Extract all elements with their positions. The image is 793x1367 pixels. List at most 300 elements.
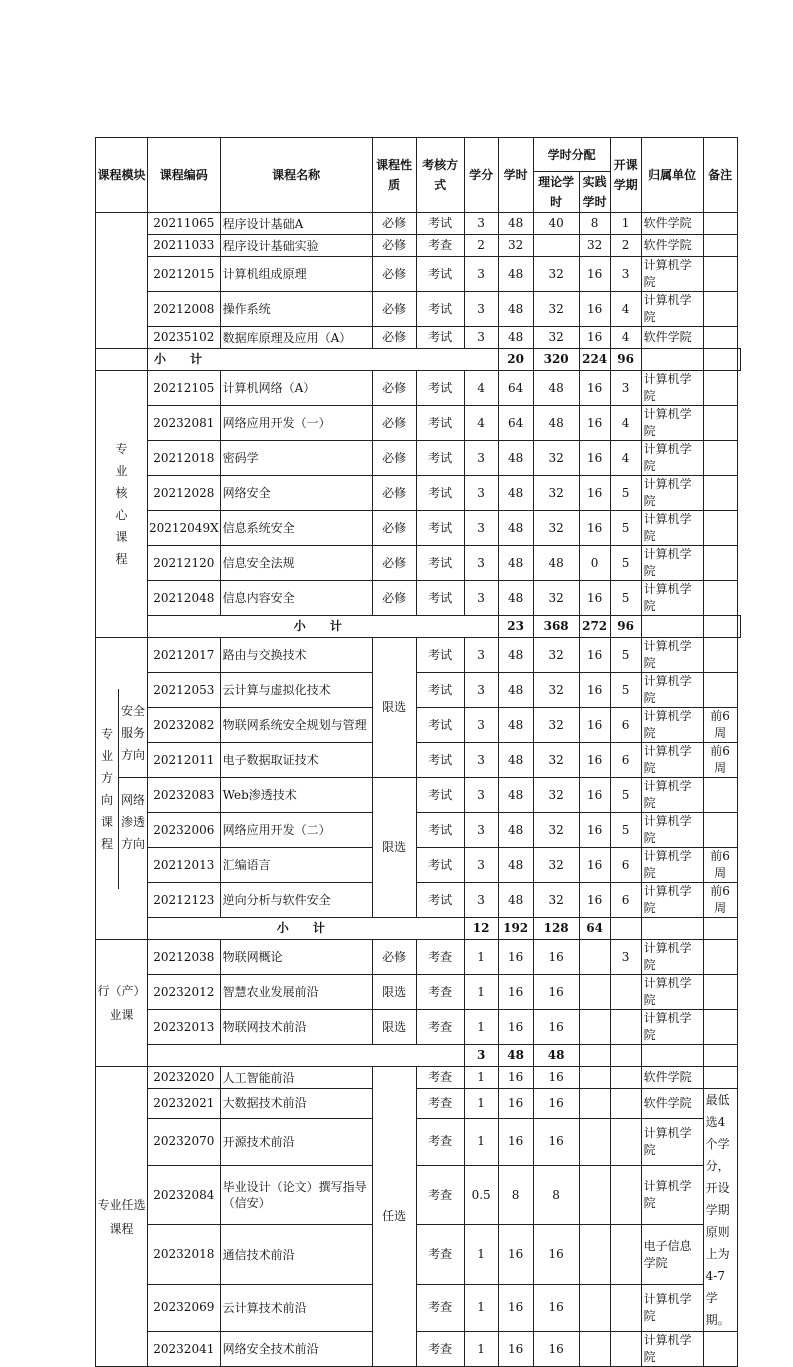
course-credit: 2 [464, 235, 498, 257]
course-practice-hours: 16 [579, 848, 610, 883]
course-nature: 必修 [372, 546, 416, 581]
course-unit: 计算机学院 [641, 1010, 703, 1045]
module-cell-blank [96, 213, 148, 349]
course-unit: 计算机学院 [641, 406, 703, 441]
course-exam: 考查 [416, 235, 464, 257]
course-credit: 1 [464, 1067, 498, 1089]
course-name: 数据库原理及应用（A） [220, 327, 372, 349]
module-core [96, 371, 148, 638]
table-row [96, 813, 741, 848]
table-row [96, 1010, 741, 1045]
module-core-text: 专业核心课程 [115, 442, 128, 566]
course-practice-hours: 16 [579, 292, 610, 327]
table-row [96, 1225, 741, 1284]
header-theory: 理论学时 [533, 172, 579, 213]
course-hours: 32 [498, 235, 533, 257]
course-code: 20232020 [148, 1067, 221, 1089]
course-hours: 48 [498, 778, 533, 813]
course-exam: 考试 [416, 743, 464, 778]
module-direction [96, 638, 148, 940]
table-row [96, 1067, 741, 1089]
course-credit: 1 [464, 940, 498, 975]
subtotal-credit: 23 [498, 616, 533, 638]
course-note [703, 371, 737, 406]
course-code: 20212038 [148, 940, 221, 975]
nature-restricted-1: 限选 [372, 638, 416, 778]
course-nature: 必修 [372, 371, 416, 406]
course-theory-hours: 8 [533, 1165, 579, 1224]
course-credit: 1 [464, 1010, 498, 1045]
course-theory-hours: 40 [533, 213, 579, 235]
course-code: 20212048 [148, 581, 221, 616]
course-credit: 0.5 [464, 1165, 498, 1224]
course-nature: 必修 [372, 327, 416, 349]
course-exam: 考查 [416, 1010, 464, 1045]
course-unit: 计算机学院 [641, 1118, 703, 1165]
empty-cell [641, 1045, 703, 1067]
course-practice-hours: 16 [579, 327, 610, 349]
table-row [96, 918, 741, 940]
course-exam: 考试 [416, 511, 464, 546]
course-name: 网络应用开发（一） [220, 406, 372, 441]
table-row [96, 1118, 741, 1165]
course-theory-hours [533, 235, 579, 257]
course-theory-hours: 16 [533, 1225, 579, 1284]
course-term: 6 [610, 743, 641, 778]
subtotal-label: 小 计 [148, 349, 499, 371]
course-hours: 48 [498, 638, 533, 673]
course-exam: 考试 [416, 406, 464, 441]
course-exam: 考查 [416, 1165, 464, 1224]
course-theory-hours: 16 [533, 1332, 579, 1367]
course-unit: 软件学院 [641, 1089, 703, 1119]
course-exam: 考试 [416, 327, 464, 349]
course-code: 20232018 [148, 1225, 221, 1284]
course-theory-hours: 16 [533, 975, 579, 1010]
course-credit: 3 [464, 883, 498, 918]
course-code: 20212008 [148, 292, 221, 327]
course-unit: 软件学院 [641, 1067, 703, 1089]
course-unit: 软件学院 [641, 213, 703, 235]
course-nature: 必修 [372, 292, 416, 327]
course-nature: 必修 [372, 581, 416, 616]
course-unit: 计算机学院 [641, 813, 703, 848]
table-row [96, 1045, 741, 1067]
course-note [703, 546, 737, 581]
course-unit: 计算机学院 [641, 371, 703, 406]
course-note [703, 235, 737, 257]
course-code: 20232069 [148, 1284, 221, 1331]
course-name: 信息安全法规 [220, 546, 372, 581]
course-unit: 计算机学院 [641, 743, 703, 778]
course-term [610, 1118, 641, 1165]
course-term: 5 [610, 638, 641, 673]
empty-cell [737, 349, 740, 371]
course-name: 计算机组成原理 [220, 257, 372, 292]
empty-cell [703, 349, 737, 371]
course-note [703, 406, 737, 441]
course-hours: 16 [498, 940, 533, 975]
course-practice-hours: 16 [579, 813, 610, 848]
course-nature: 必修 [372, 257, 416, 292]
course-exam: 考试 [416, 848, 464, 883]
course-practice-hours: 16 [579, 778, 610, 813]
course-practice-hours: 16 [579, 406, 610, 441]
course-unit: 计算机学院 [641, 1332, 703, 1367]
course-exam: 考查 [416, 975, 464, 1010]
course-hours: 48 [498, 883, 533, 918]
course-practice-hours: 0 [579, 546, 610, 581]
course-code: 20232012 [148, 975, 221, 1010]
course-unit: 计算机学院 [641, 441, 703, 476]
course-code: 20212028 [148, 476, 221, 511]
course-hours: 16 [498, 975, 533, 1010]
course-credit: 3 [464, 673, 498, 708]
empty-cell [641, 918, 703, 940]
course-credit: 3 [464, 292, 498, 327]
header-code: 课程编码 [148, 138, 221, 213]
course-unit: 软件学院 [641, 327, 703, 349]
course-exam: 考试 [416, 292, 464, 327]
table-row [96, 883, 741, 918]
course-term [610, 1089, 641, 1119]
course-nature: 限选 [372, 1010, 416, 1045]
course-unit: 计算机学院 [641, 673, 703, 708]
table-row [96, 1089, 741, 1119]
table-row [96, 778, 741, 813]
course-theory-hours: 48 [533, 406, 579, 441]
course-exam: 考试 [416, 546, 464, 581]
course-term [610, 1067, 641, 1089]
course-practice-hours [579, 975, 610, 1010]
course-unit: 计算机学院 [641, 708, 703, 743]
course-code: 20232041 [148, 1332, 221, 1367]
course-practice-hours: 16 [579, 441, 610, 476]
elective-note: 最低选4个学分，开设学期原则上为4-7学期。 [703, 1089, 737, 1332]
course-term: 5 [610, 581, 641, 616]
course-exam: 考试 [416, 813, 464, 848]
course-nature: 必修 [372, 213, 416, 235]
header-name: 课程名称 [220, 138, 372, 213]
course-hours: 48 [498, 546, 533, 581]
subtotal-hours: 368 [533, 616, 579, 638]
course-credit: 3 [464, 257, 498, 292]
course-name: 物联网技术前沿 [220, 1010, 372, 1045]
course-practice-hours: 16 [579, 708, 610, 743]
course-practice-hours: 16 [579, 743, 610, 778]
header-credit: 学分 [464, 138, 498, 213]
table-row [96, 292, 741, 327]
course-theory-hours: 16 [533, 1010, 579, 1045]
course-theory-hours: 32 [533, 441, 579, 476]
course-name: 物联网概论 [220, 940, 372, 975]
subtotal-hours: 320 [533, 349, 579, 371]
course-exam: 考查 [416, 1089, 464, 1119]
curriculum-table [95, 137, 741, 1367]
course-code: 20232082 [148, 708, 221, 743]
course-name: 通信技术前沿 [220, 1225, 372, 1284]
course-theory-hours: 32 [533, 813, 579, 848]
course-theory-hours: 32 [533, 883, 579, 918]
course-practice-hours [579, 940, 610, 975]
course-theory-hours: 32 [533, 778, 579, 813]
course-code: 20212017 [148, 638, 221, 673]
header-module: 课程模块 [96, 138, 148, 213]
course-unit: 计算机学院 [641, 1165, 703, 1224]
table-row [96, 1165, 741, 1224]
subtotal-practice: 96 [610, 349, 641, 371]
course-name: 操作系统 [220, 292, 372, 327]
table-row [96, 1284, 741, 1331]
course-code: 20235102 [148, 327, 221, 349]
course-name: 电子数据取证技术 [220, 743, 372, 778]
course-term: 4 [610, 406, 641, 441]
course-hours: 64 [498, 406, 533, 441]
course-exam: 考试 [416, 257, 464, 292]
course-hours: 64 [498, 371, 533, 406]
course-term: 6 [610, 883, 641, 918]
course-code: 20212011 [148, 743, 221, 778]
course-code: 20212120 [148, 546, 221, 581]
table-row [96, 546, 741, 581]
course-credit: 3 [464, 848, 498, 883]
subtotal-practice: 96 [610, 616, 641, 638]
course-unit: 计算机学院 [641, 883, 703, 918]
course-theory-hours: 32 [533, 327, 579, 349]
course-term: 5 [610, 511, 641, 546]
course-note: 前6周 [703, 743, 737, 778]
table-row [96, 638, 741, 673]
course-theory-hours: 32 [533, 708, 579, 743]
course-hours: 16 [498, 1225, 533, 1284]
course-exam: 考试 [416, 778, 464, 813]
course-credit: 1 [464, 975, 498, 1010]
header-hours: 学时 [498, 138, 533, 213]
course-name: 网络安全 [220, 476, 372, 511]
course-practice-hours: 16 [579, 257, 610, 292]
course-unit: 软件学院 [641, 235, 703, 257]
table-row [96, 441, 741, 476]
course-note [703, 975, 737, 1010]
course-hours: 48 [498, 476, 533, 511]
subtotal-theory: 224 [579, 349, 610, 371]
table-row [96, 1332, 741, 1367]
course-code: 20212105 [148, 371, 221, 406]
course-exam: 考试 [416, 708, 464, 743]
table-row [96, 708, 741, 743]
course-note [703, 940, 737, 975]
course-hours: 48 [498, 213, 533, 235]
course-hours: 48 [498, 743, 533, 778]
course-unit: 计算机学院 [641, 975, 703, 1010]
course-hours: 48 [498, 511, 533, 546]
header-unit: 归属单位 [641, 138, 703, 213]
direction-text-1: 安全服务方向 [121, 703, 146, 762]
course-nature: 必修 [372, 940, 416, 975]
course-hours: 48 [498, 327, 533, 349]
course-hours: 16 [498, 1284, 533, 1331]
course-practice-hours: 16 [579, 581, 610, 616]
course-term: 6 [610, 848, 641, 883]
course-unit: 计算机学院 [641, 848, 703, 883]
subtotal-theory: 272 [579, 616, 610, 638]
course-unit: 计算机学院 [641, 511, 703, 546]
empty-cell [641, 616, 703, 638]
course-theory-hours: 16 [533, 1118, 579, 1165]
course-term: 4 [610, 327, 641, 349]
course-term: 5 [610, 778, 641, 813]
course-credit: 3 [464, 581, 498, 616]
course-code: 20212013 [148, 848, 221, 883]
course-note [703, 673, 737, 708]
course-name: 智慧农业发展前沿 [220, 975, 372, 1010]
empty-cell [737, 616, 740, 638]
course-code: 20232081 [148, 406, 221, 441]
course-theory-hours: 32 [533, 476, 579, 511]
subtotal-label: 小 计 [148, 616, 499, 638]
course-unit: 计算机学院 [641, 476, 703, 511]
course-theory-hours: 48 [533, 546, 579, 581]
table-row [96, 673, 741, 708]
course-theory-hours: 32 [533, 581, 579, 616]
course-code: 20211033 [148, 235, 221, 257]
module-direction-wrap [96, 689, 147, 889]
course-term: 3 [610, 257, 641, 292]
course-name: 信息系统安全 [220, 511, 372, 546]
course-note [703, 1010, 737, 1045]
course-note [703, 213, 737, 235]
course-note [703, 638, 737, 673]
course-practice-hours [579, 1332, 610, 1367]
subtotal-label: 小 计 [148, 918, 465, 940]
course-note [703, 292, 737, 327]
course-exam: 考试 [416, 213, 464, 235]
course-note [703, 581, 737, 616]
course-hours: 16 [498, 1067, 533, 1089]
course-term: 3 [610, 940, 641, 975]
course-practice-hours [579, 1067, 610, 1089]
course-credit: 1 [464, 1089, 498, 1119]
direction-label-2 [119, 778, 147, 866]
course-name: 逆向分析与软件安全 [220, 883, 372, 918]
course-code: 20211065 [148, 213, 221, 235]
course-note: 前6周 [703, 848, 737, 883]
table-row [96, 940, 741, 975]
header-nature: 课程性质 [372, 138, 416, 213]
course-theory-hours: 16 [533, 940, 579, 975]
course-term: 4 [610, 441, 641, 476]
course-term: 5 [610, 476, 641, 511]
course-credit: 4 [464, 406, 498, 441]
course-unit: 计算机学院 [641, 581, 703, 616]
course-theory-hours: 32 [533, 292, 579, 327]
course-hours: 16 [498, 1332, 533, 1367]
course-credit: 3 [464, 708, 498, 743]
course-hours: 16 [498, 1010, 533, 1045]
course-practice-hours [579, 1010, 610, 1045]
subtotal-credit: 20 [498, 349, 533, 371]
course-note [703, 778, 737, 813]
course-term: 4 [610, 292, 641, 327]
course-theory-hours: 32 [533, 848, 579, 883]
course-theory-hours: 32 [533, 743, 579, 778]
course-name: 大数据技术前沿 [220, 1089, 372, 1119]
course-term [610, 1225, 641, 1284]
course-nature: 必修 [372, 235, 416, 257]
module-industry: 行（产）业课 [96, 940, 148, 1067]
course-practice-hours: 8 [579, 213, 610, 235]
course-credit: 1 [464, 1284, 498, 1331]
direction-text-2: 网络渗透方向 [121, 792, 146, 851]
course-code: 20232021 [148, 1089, 221, 1119]
course-unit: 计算机学院 [641, 546, 703, 581]
course-term: 5 [610, 813, 641, 848]
table-body [96, 213, 741, 1367]
direction-label-1 [119, 689, 147, 778]
course-note: 前6周 [703, 883, 737, 918]
course-name: 网络安全技术前沿 [220, 1332, 372, 1367]
course-name: 网络应用开发（二） [220, 813, 372, 848]
course-theory-hours: 32 [533, 257, 579, 292]
course-credit: 1 [464, 1332, 498, 1367]
course-credit: 4 [464, 371, 498, 406]
course-hours: 48 [498, 673, 533, 708]
course-theory-hours: 16 [533, 1284, 579, 1331]
course-unit: 计算机学院 [641, 778, 703, 813]
course-term [610, 1284, 641, 1331]
course-hours: 48 [498, 581, 533, 616]
course-unit: 计算机学院 [641, 257, 703, 292]
table-row [96, 743, 741, 778]
course-exam: 考查 [416, 1067, 464, 1089]
course-credit: 3 [464, 327, 498, 349]
course-exam: 考试 [416, 883, 464, 918]
course-credit: 1 [464, 1118, 498, 1165]
nature-elective: 任选 [372, 1067, 416, 1367]
course-nature: 限选 [372, 975, 416, 1010]
course-credit: 3 [464, 476, 498, 511]
course-term [610, 975, 641, 1010]
course-theory-hours: 32 [533, 511, 579, 546]
empty-cell [703, 1045, 737, 1067]
table-row [96, 848, 741, 883]
course-theory-hours: 48 [533, 371, 579, 406]
course-note [703, 327, 737, 349]
course-term [610, 1010, 641, 1045]
course-unit: 计算机学院 [641, 638, 703, 673]
course-exam: 考查 [416, 1225, 464, 1284]
course-note [703, 813, 737, 848]
course-exam: 考试 [416, 638, 464, 673]
course-nature: 必修 [372, 406, 416, 441]
course-unit: 计算机学院 [641, 1284, 703, 1331]
course-code: 20232013 [148, 1010, 221, 1045]
course-theory-hours: 32 [533, 673, 579, 708]
course-note [703, 511, 737, 546]
course-exam: 考查 [416, 1284, 464, 1331]
course-practice-hours: 32 [579, 235, 610, 257]
course-note [703, 257, 737, 292]
table-row [96, 476, 741, 511]
subtotal-hours: 48 [498, 1045, 533, 1067]
empty-cell [641, 349, 703, 371]
course-credit: 3 [464, 511, 498, 546]
course-hours: 48 [498, 257, 533, 292]
course-exam: 考查 [416, 940, 464, 975]
course-credit: 3 [464, 813, 498, 848]
course-hours: 16 [498, 1089, 533, 1119]
course-term: 1 [610, 213, 641, 235]
